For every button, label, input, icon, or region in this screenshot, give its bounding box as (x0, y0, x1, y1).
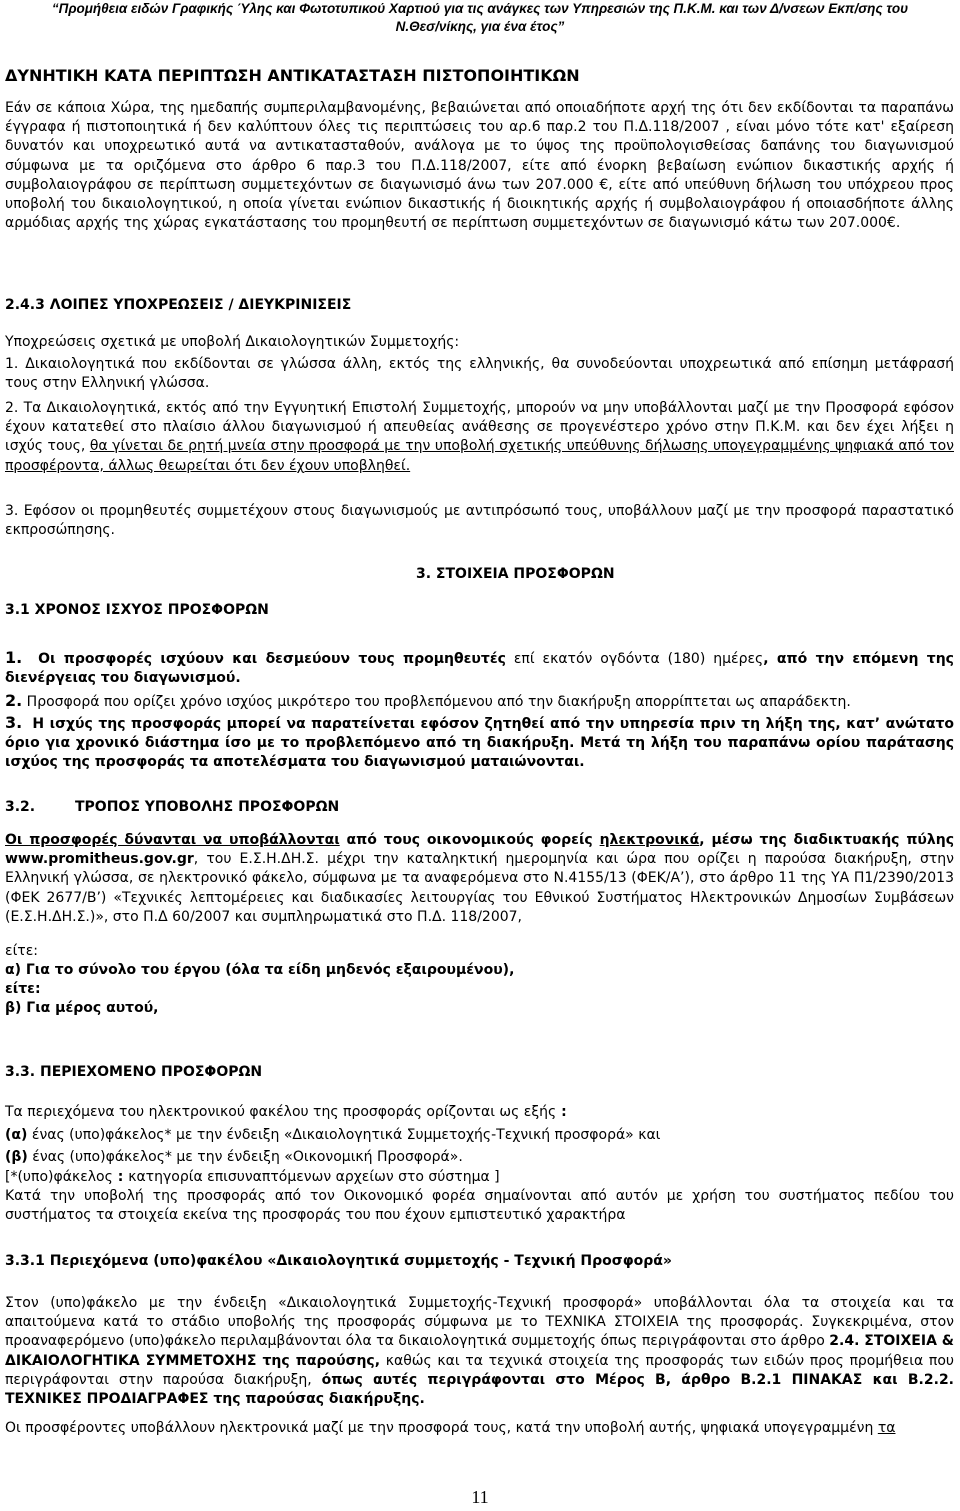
signed-submission-text: Οι προσφέροντες υποβάλλουν ηλεκτρονικά μαζί με την προσφορά τους, κατά την υποβολή αυτής, ψηφιακά υπογεγραμμένη (5, 1420, 878, 1436)
signed-submission-line (5, 1419, 954, 1438)
submission-paragraph (5, 831, 954, 927)
contents-line-4-colon: : (112, 1169, 129, 1185)
contents-line-4-a: [*(υπο)φάκελος (5, 1169, 113, 1185)
validity-item-1 (5, 648, 954, 688)
page-number: 11 (471, 1487, 489, 1507)
contents-line-4-c: κατηγορία επισυναπτόμενων αρχείων στο σύστημα ] (128, 1169, 500, 1185)
obligation-item-2-underlined: θα γίνεται δε ρητή μνεία στην προσφορά με την υποβολή σχετικής υπεύθυνης δήλωσης υπογεγραμμένης ψηφιακά από τον προσφέροντα, άλλως θεωρείται ότι δεν έχουν υποβληθεί. (5, 438, 954, 474)
submission-electronic: ηλεκτρονικά (599, 832, 700, 848)
section-title-3-2 (5, 797, 954, 817)
contents-line-1 (5, 1103, 954, 1122)
option-a: α) Για το σύνολο του έργου (όλα τα είδη μηδενός εξαιρουμένου), (5, 962, 515, 978)
validity-item-1-tail: , από την επόμενη της διενέργειας του διαγωνισμού. (5, 651, 954, 687)
obligation-item-2 (5, 399, 954, 476)
technical-envelope-text-1: Στον (υπο)φάκελο με την ένδειξη «Δικαιολογητικά Συμμετοχής-Τεχνική προσφορά» υποβάλλονται όλα τα στοιχεία και τα απαιτούμενα κατά το στάδιο υποβολής της προσφοράς σύμφωνα με το ΤΕΧΝΙΚΑ ΣΤΟΙΧΕΙΑ της προσφοράς. Συγκεκριμένα, στον προαναφερόμενο (υπο)φάκελο περιλαμβάνονται όλα τα δικαιολογητικά συμμετοχής όπως περιγράφονται στο άρθρο (5, 1295, 954, 1350)
either-label-2: είτε: (5, 981, 41, 997)
submission-lead-1: Οι προσφορές δύναντ (5, 832, 182, 848)
validity-item-2 (5, 691, 954, 712)
technical-envelope-bold-2: όπως αυτές περιγράφονται στο Μέρος Β, άρθρο Β.2.1 ΠΙΝΑΚΑΣ και Β.2.2. ΤΕΧΝΙΚΕΣ ΠΡΟΔΙΑΓΡΑΦΕΣ της παρούσας διακήρυξης. (5, 1371, 954, 1408)
submission-lead-2: αι να υποβάλλονται (181, 832, 340, 848)
validity-item-2-number: 2. (5, 691, 23, 710)
submission-by: από τους οικονομικούς φορείς (339, 832, 600, 848)
contents-line-2 (5, 1126, 954, 1145)
contents-line-3-mark: (β) (5, 1149, 28, 1165)
validity-item-3-text: Η ισχύς της προσφοράς μπορεί να παρατείνεται εφόσον ζητηθεί από την υπηρεσία πριν τη λήξη της, κατ’ ανώτατο όριο για χρονικό διάστημα ίσο με το προβλεπόμενο από τη διακήρυξη. Μετά τη λήξη του παραπάνω ορίου παράτασης ισχύος της προσφοράς τα αποτελέσματα του διαγωνισμού ματαιώνονται. (5, 716, 954, 771)
signed-submission-underlined: τα (877, 1420, 896, 1436)
section-title-3-3: 3.3. ΠΕΡΙΕΧΟΜΕΝΟ ΠΡΟΣΦΟΡΩΝ (5, 1064, 263, 1080)
section-title-3-3-1: 3.3.1 Περιεχόμενα (υπο)φακέλου «Δικαιολογητικά συμμετοχής - Τεχνική Προσφορά» (5, 1253, 672, 1269)
validity-item-1-number: 1. (5, 648, 23, 667)
certificates-paragraph: Εάν σε κάποια Χώρα, της ημεδαπής συμπεριλαμβανομένης, βεβαιώνεται από οποιαδήποτε αρχή της ότι δεν εκδίδονται τα παραπάνω έγγραφα ή πιστοποιητικά ή δεν καλύπτουν όλες τις περιπτώσεις του αρ.6 παρ.2 του Π.Δ.118/2007 , είναι μόνο τότε κατ' εξαίρεση δυνατόν και υποχρεωτικό αυτά να αντικατασταθούν, ανάλογα με το ύψος της προϋπολογισθείσας δαπάνης του διαγωνισμού σύμφωνα με τα οριζόμενα στο άρθρο 6 παρ.3 του Π.Δ.118/2007, είτε από ένορκη βεβαίωση ενώπιον δικαστικής αρχής ή συμβολαιογράφου σε περίπτωση συμμετεχόντων σε διαγωνισμό άνω των 207.000 €, είτε από υπεύθυνη δήλωση του υπόχρεου προς υποβολή του δικαιολογητικού, η οποία γίνεται ενώπιον δικαστικής ή διοικητικής αρχής ή συμβολαιογράφου ή οποιασδήποτε άλλης αρμόδιας αρχής της χώρας εγκατάστασης του προμηθευτή σε περίπτωση συμμετεχόντων σε διαγωνισμό κάτω των 207.000€. (5, 100, 954, 232)
section-title-3-1: 3.1 ΧΡΟΝΟΣ ΙΣΧΥΟΣ ΠΡΟΣΦΟΡΩΝ (5, 602, 269, 618)
header-line-2: Ν.Θεσ/νίκης, για ένα έτος” (395, 19, 565, 34)
section-title-3: 3. ΣΤΟΙΧΕΙΑ ΠΡΟΣΦΟΡΩΝ (416, 566, 615, 582)
obligation-item-3: 3. Εφόσον οι προμηθευτές συμμετέχουν στους διαγωνισμούς με αντιπρόσωπό τους, υποβάλλουν μαζί με την προσφορά παραστατικό εκπροσώπησης. (5, 503, 954, 539)
obligation-item-1: 1. Δικαιολογητικά που εκδίδονται σε γλώσσα άλλη, εκτός της ελληνικής, θα συνοδεύονται υποχρεωτικά από επίσημη μετάφρασή τους στην Ελληνική γλώσσα. (5, 356, 954, 392)
contents-line-2-text: ένας (υπο)φάκελος* με την ένδειξη «Δικαιολογητικά Συμμετοχής-Τεχνική προσφορά» και (27, 1127, 661, 1143)
option-b: β) Για μέρος αυτού, (5, 1000, 159, 1016)
validity-item-1-bold: Οι προσφορές ισχύουν και δεσμεύουν τους προμηθευτές (38, 651, 506, 667)
technical-envelope-paragraph (5, 1294, 954, 1409)
section-3-2-number: 3.2. (5, 799, 36, 815)
submission-portal: , μέσω της διαδικτυακής πύλης www.promitheus.gov.gr (5, 832, 954, 868)
validity-item-1-days: επί εκατόν ογδόντα (180) ημέρες (513, 651, 764, 667)
contents-line-3-text: ένας (υπο)φάκελος* με την ένδειξη «Οικονομική Προσφορά». (27, 1149, 463, 1165)
submission-rest: , του Ε.Σ.Η.ΔΗ.Σ. μέχρι την καταληκτική ημερομηνία και ώρα που ορίζει η παρούσα διακήρυξη, στην Ελληνική γλώσσα, σε ηλεκτρονικό φάκελο, σύμφωνα με τα αναφερόμενα στο Ν.4155/13 (ΦΕΚ/Α’), στο άρθρο 11 της ΥΑ Π1/2390/2013 (ΦΕΚ 2677/Β’) «Τεχνικές λεπτομέρειες και διαδικασίες λειτουργίας του Εθνικού Συστήματος Ηλεκτρονικών Δημοσίων Συμβάσεων (Ε.Σ.Η.ΔΗ.Σ.)», στο Π.Δ 60/2007 και συμπληρωματικά στο Π.Δ. 118/2007, (5, 851, 954, 925)
contents-line-3 (5, 1148, 954, 1167)
contents-line-1-text: Τα περιεχόμενα του ηλεκτρονικού φακέλου της προσφοράς ορίζονται ως εξής (5, 1104, 557, 1120)
contents-line-1-colon: : (556, 1104, 567, 1120)
contents-line-2-mark: (α) (5, 1127, 28, 1143)
header-line-1: “Προμήθεια ειδών Γραφικής Ύλης και Φωτοτυπικού Χαρτιού για τις ανάγκες των Υπηρεσιών της Π.Κ.Μ. και των Δ/νσεων Εκπ/σης του (51, 1, 909, 16)
technical-envelope-bold-1: 2.4. ΣΤΟΙΧΕΙΑ & ΔΙΚΑΙΟΛΟΓΗΤΙΚΑ ΣΥΜΜΕΤΟΧΗΣ της παρούσης, (5, 1333, 955, 1369)
section-3-2-title: ΤΡΟΠΟΣ ΥΠΟΒΟΛΗΣ ΠΡΟΣΦΟΡΩΝ (75, 799, 340, 815)
section-title-2-4-3: 2.4.3 ΛΟΙΠΕΣ ΥΠΟΧΡΕΩΣΕΙΣ / ΔΙΕΥΚΡΙΝΙΣΕΙΣ (5, 297, 352, 313)
validity-item-3-number: 3. (5, 713, 23, 732)
obligation-item-2-text: 2. Τα Δικαιολογητικά, εκτός από την Εγγυητική Επιστολή Συμμετοχής, μπορούν να μην υποβάλλονται μαζί με την Προσφορά εφόσον έχουν κατατεθεί στο πλαίσιο άλλου διαγωνισμού ή απευθείας ανάθεσης σε προγενέστερο χρόνο στην Π.Κ.Μ. και δεν έχει λήξει η ισχύς τους, (5, 400, 954, 455)
validity-item-3 (5, 713, 954, 773)
validity-item-2-text: Προσφορά που ορίζει χρόνο ισχύος μικρότερο του προβλεπόμενου από την διακήρυξη απορρίπτεται ως απαράδεκτη. (26, 694, 851, 710)
either-label-1: είτε: (5, 943, 39, 959)
technical-envelope-text-2: καθώς και τα τεχνικά στοιχεία της προσφοράς των ειδών προς προμήθεια που περιγράφονται στην παρούσα διακήρυξη, (5, 1352, 955, 1388)
section-title-certificates: ΔΥΝΗΤΙΚΗ ΚΑΤΑ ΠΕΡΙΠΤΩΣΗ ΑΝΤΙΚΑΤΑΣΤΑΣΗ ΠΙΣΤΟΠΟΙΗΤΙΚΩΝ (5, 66, 580, 85)
contents-line-4 (5, 1168, 954, 1187)
contents-line-5: Κατά την υποβολή της προσφοράς από τον Οικονομικό φορέα σημαίνονται από αυτόν με χρήση του συστήματος πεδίου του συστήματος τα στοιχεία εκείνα της προσφοράς του που έχουν εμπιστευτικό χαρακτήρα (5, 1188, 954, 1224)
obligations-intro: Υποχρεώσεις σχετικά με υποβολή Δικαιολογητικών Συμμετοχής: (5, 334, 460, 350)
